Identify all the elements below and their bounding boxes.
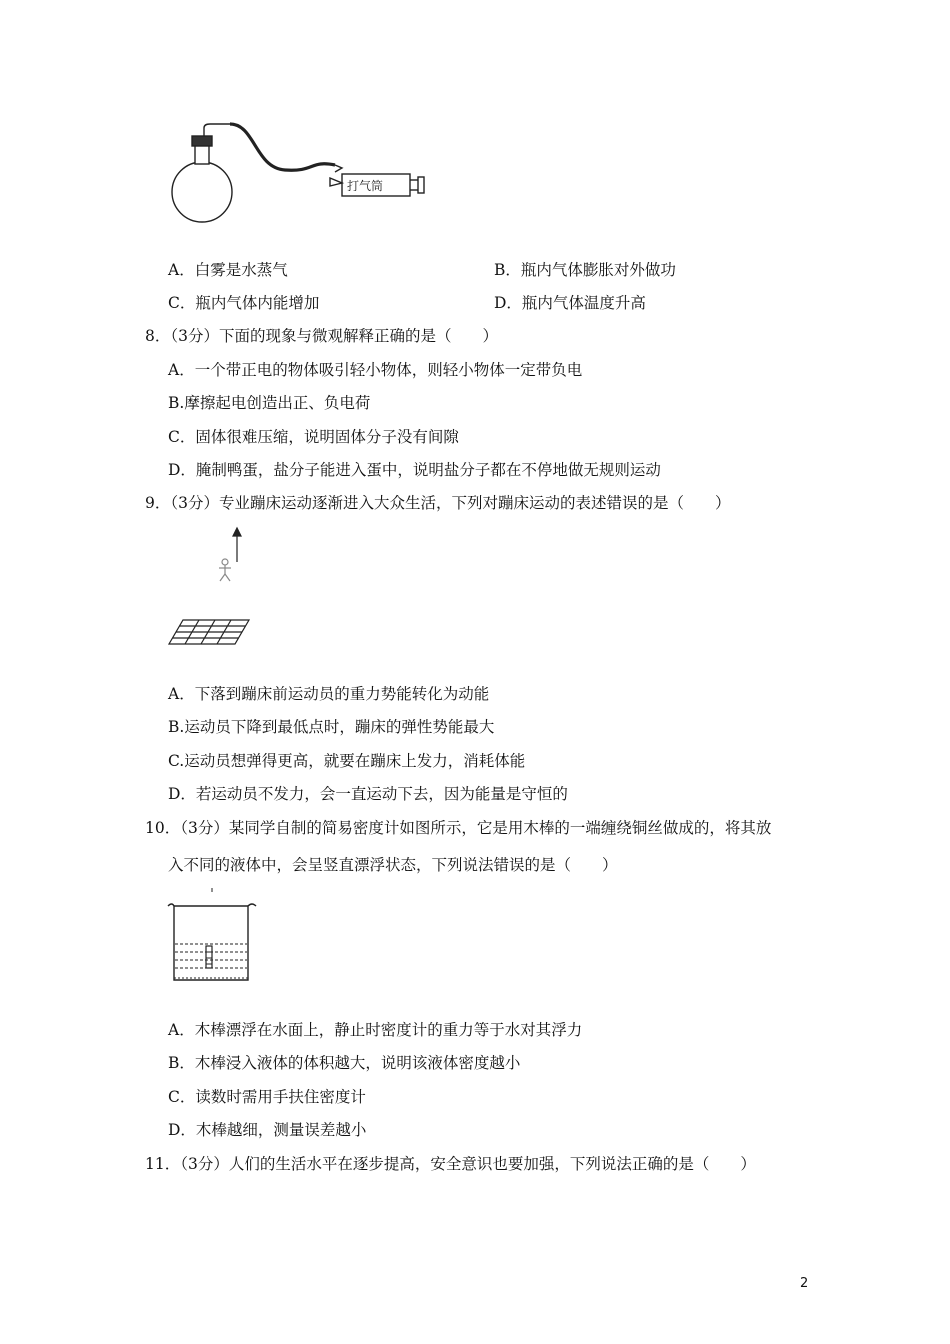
q9-stem: 9．（3分）专业蹦床运动逐渐进入大众生活，下列对蹦床运动的表述错误的是（ ） [145,494,731,512]
q8-stem: 8．（3分）下面的现象与微观解释正确的是（ ） [145,327,498,345]
flask-pump-figure [160,120,430,230]
q9-option-d: D．若运动员不发力，会一直运动下去，因为能量是守恒的 [168,785,568,803]
trampoline-figure [165,526,255,652]
q9-option-c: C.运动员想弹得更高，就要在蹦床上发力，消耗体能 [168,752,526,770]
q9-option-b: B.运动员下降到最低点时，蹦床的弹性势能最大 [168,718,495,736]
pump-label: 打气筒 [347,179,384,193]
q10-option-a: A．木棒漂浮在水面上，静止时密度计的重力等于水对其浮力 [168,1021,583,1039]
page-number: 2 [800,1276,809,1291]
q8-option-c: C．固体很难压缩，说明固体分子没有间隙 [168,428,459,446]
q7-option-d: D．瓶内气体温度升高 [494,294,646,312]
q10-stem-line1: 10．（3分）某同学自制的简易密度计如图所示，它是用木棒的一端缠绕铜丝做成的，将其放 [145,819,772,837]
q9-option-a: A．下落到蹦床前运动员的重力势能转化为动能 [168,685,490,703]
q7-option-a: A．白雾是水蒸气 [168,261,288,279]
q11-stem: 11．（3分）人们的生活水平在逐步提高，安全意识也要加强，下列说法正确的是（ ） [145,1155,756,1173]
q10-option-b: B．木棒浸入液体的体积越大，说明该液体密度越小 [168,1054,521,1072]
q8-option-b: B.摩擦起电创造出正、负电荷 [168,394,371,412]
q10-stem-line2: 入不同的液体中，会呈竖直漂浮状态，下列说法错误的是（ ） [168,856,618,874]
q7-option-b: B．瓶内气体膨胀对外做功 [494,261,676,279]
q8-option-a: A．一个带正电的物体吸引轻小物体，则轻小物体一定带负电 [168,361,583,379]
beaker-densimeter-figure [162,886,262,986]
q10-option-c: C．读数时需用手扶住密度计 [168,1088,366,1106]
q7-option-c: C．瓶内气体内能增加 [168,294,320,312]
q8-option-d: D．腌制鸭蛋，盐分子能进入蛋中，说明盐分子都在不停地做无规则运动 [168,461,661,479]
q10-option-d: D．木棒越细，测量误差越小 [168,1121,367,1139]
